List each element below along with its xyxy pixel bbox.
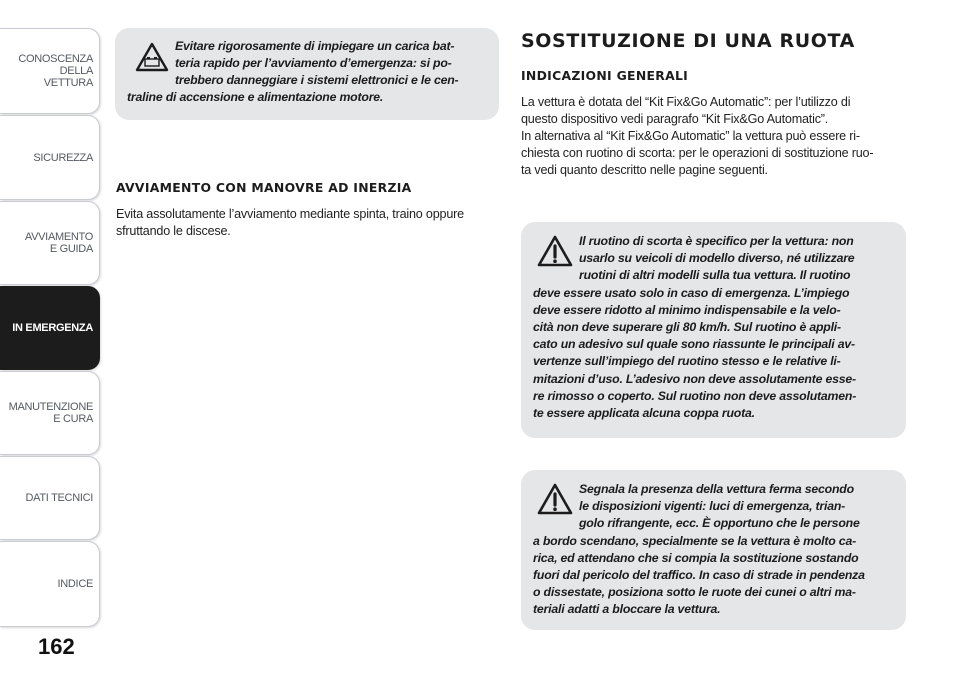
tab-conoscenza-della-vettura[interactable]	[0, 28, 100, 114]
tab-dati-tecnici[interactable]	[0, 456, 100, 540]
tab-label: INDICE	[57, 578, 93, 590]
tab-label: AVVIAMENTO E GUIDA	[24, 231, 93, 255]
signal-vehicle-warning-box	[521, 470, 906, 630]
general-info-body: La vettura è dotata del “Kit Fix&Go Automatic”: per l’utilizzo di questo dispositivo vedi paragrafo “Kit Fix&Go Automatic”. In alternativa al “Kit Fix&Go Automatic” la vettura può essere ri- chiesta con ruotino di scorta: per le operazioni di sostituzione ruo- ta vedi quanto descritto nelle pagine seguenti.	[521, 95, 874, 177]
warning-text-rest: a bordo scendano, specialmente se la vettura è molto ca- rica, ed attendano che si compia la sostituzione sostando fuori dal pericolo del traffico. In caso di strade in pendenza o dissestate, posiziona sotto le ruote dei cunei o altri ma- teriali adatti a bloccare la vettura.	[533, 533, 865, 617]
tab-label: IN EMERGENZA	[12, 322, 93, 334]
warning-triangle-icon	[537, 483, 573, 515]
warning-text-indented: Evitare rigorosamente di impiegare un carica bat- teria rapido per l’avviamento d’emergenza: si po- trebbero danneggiare i sistemi elettronici e le cen-	[175, 39, 459, 87]
page-number: 162	[38, 634, 75, 659]
page-title: SOSTITUZIONE DI UNA RUOTA	[521, 30, 855, 52]
tab-in-emergenza[interactable]	[0, 286, 100, 370]
warning-text-indented: Segnala la presenza della vettura ferma secondo le disposizioni vigenti: luci di emergenza, trian- golo rifrangente, ecc. È opportuno che le persone	[579, 482, 860, 531]
spare-wheel-warning-box	[521, 222, 906, 438]
spare-wheel-warning-text	[533, 233, 894, 422]
battery-warning-text	[127, 38, 487, 106]
signal-vehicle-warning-text	[533, 481, 894, 619]
chapter-sidebar	[0, 0, 102, 677]
battery-warning-icon	[135, 42, 169, 72]
tab-label: SICUREZZA	[33, 151, 93, 164]
tab-sicurezza[interactable]	[0, 115, 100, 200]
warning-text-rest: deve essere usato solo in caso di emergenza. L’impiego deve essere ridotto al minimo indispensabile e la velo- cità non deve superare gli 80 km/h. Sul ruotino è appli- cato un adesivo sul quale sono riassunte le principali av- vertenze sull’impiego del ruotino stesso e le relative li- mitazioni d’uso. L’adesivo non deve assolutamente esse- re rimosso o coperto. Sul ruotino non deve assolutamen- te essere applicata alcuna coppa ruota.	[533, 285, 857, 421]
warning-text-rest: traline di accensione e alimentazione motore.	[127, 90, 384, 104]
tab-label: CONOSCENZA DELLA VETTURA	[18, 53, 93, 89]
warning-triangle-icon	[537, 235, 573, 267]
section-body-inertia-start: Evita assolutamente l’avviamento mediante spinta, traino oppure sfruttando le discese.	[116, 207, 464, 238]
section-title-inertia-start: AVVIAMENTO CON MANOVRE AD INERZIA	[116, 180, 412, 195]
section-subtitle: INDICAZIONI GENERALI	[521, 68, 689, 83]
warning-text-indented: Il ruotino di scorta è specifico per la vettura: non usarlo su veicoli di modello diverso, né utilizzare ruotini di altri modelli sulla tua vettura. Il ruotino	[579, 234, 855, 283]
tab-label: MANUTENZIONE E CURA	[8, 401, 93, 425]
tab-indice[interactable]	[0, 541, 100, 627]
tab-manutenzione-e-cura[interactable]	[0, 371, 100, 455]
battery-warning-box	[115, 28, 499, 120]
tab-label: DATI TECNICI	[25, 492, 93, 504]
tab-avviamento-e-guida[interactable]	[0, 201, 100, 285]
